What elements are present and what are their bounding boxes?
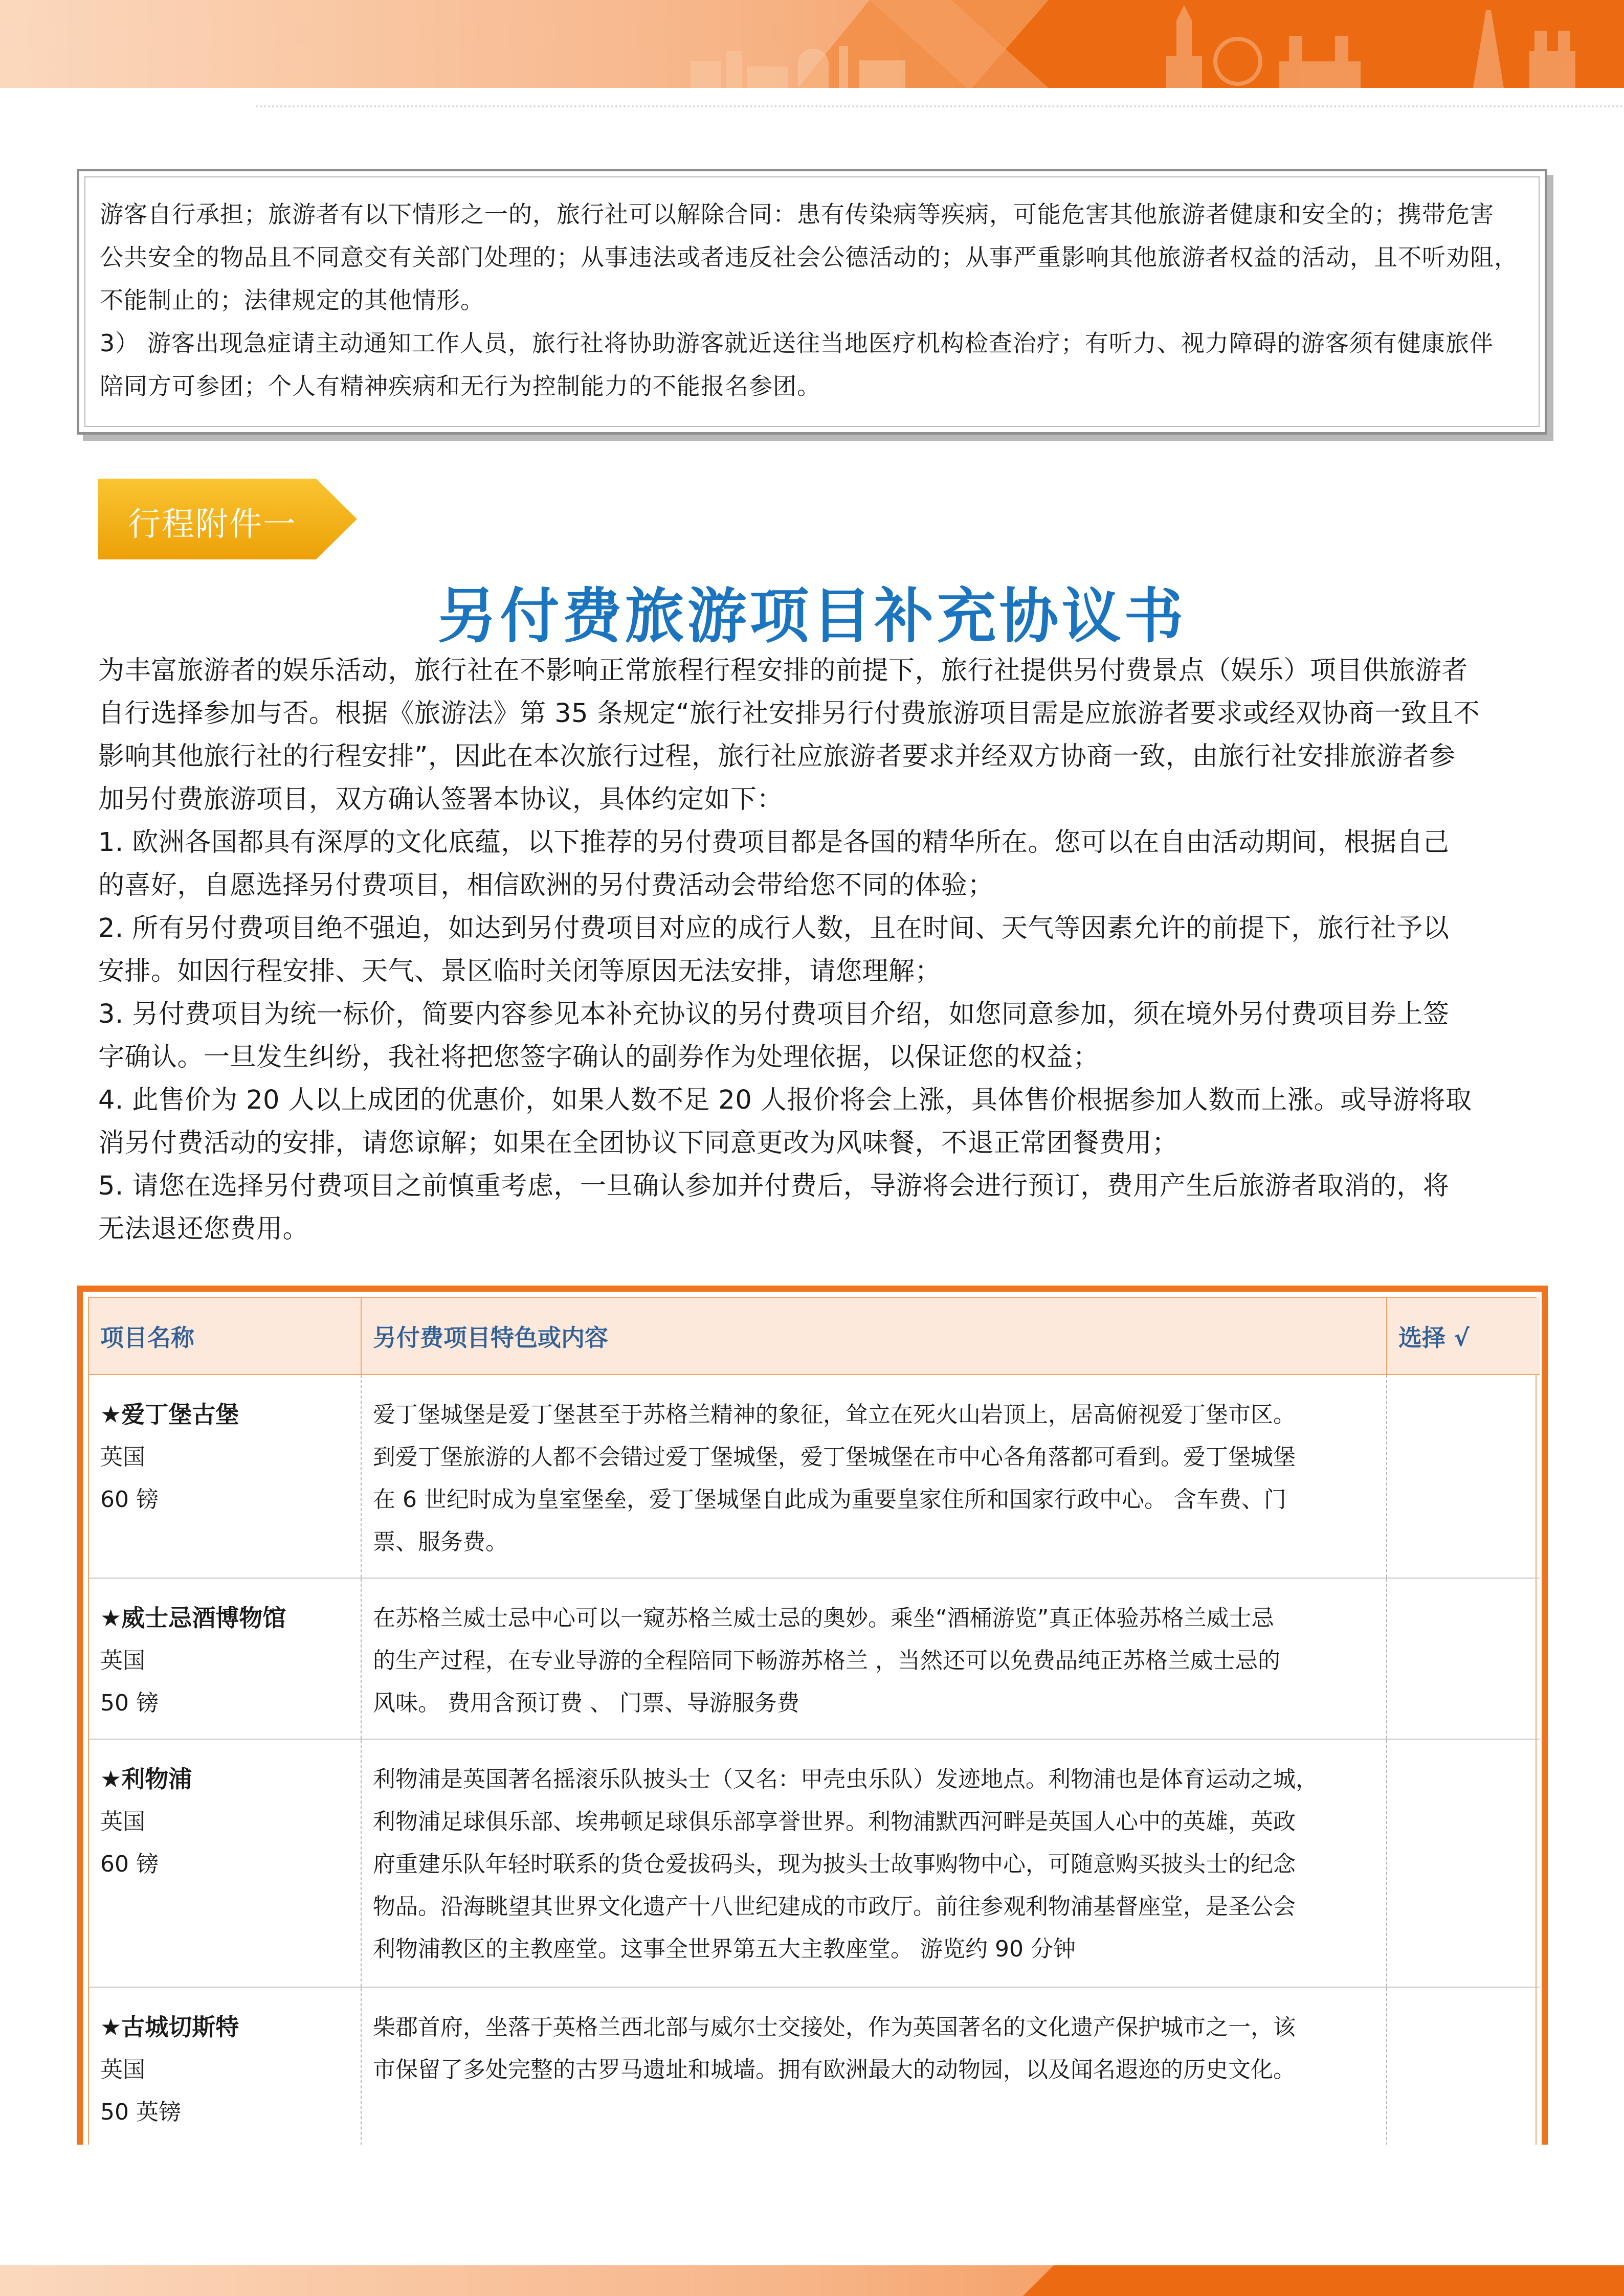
description-line: 的生产过程，在专业导游的全程陪同下畅游苏格兰 ，当然还可以免费品纯正苏格兰威士忌的 <box>373 1648 1280 1674</box>
table-header-row <box>89 1298 1540 1375</box>
item-name: ★利物浦 <box>100 1765 192 1793</box>
item-country: 英国 <box>100 2057 145 2083</box>
section-tag-label: 行程附件一 <box>128 506 297 544</box>
item-price: 60 镑 <box>100 1851 159 1877</box>
body-line: 安排。如因行程安排、天气、景区临时关闭等原因无法安排，请您理解； <box>98 956 942 986</box>
item-country: 英国 <box>100 1648 145 1674</box>
body-line: 字确认。一旦发生纠纷，我社将把您签字确认的副券作为处理依据，以保证您的权益； <box>98 1042 1100 1072</box>
body-line: 2. 所有另付费项目绝不强迫，如达到另付费项目对应的成行人数，且在时间、天气等因素允许的前提下，旅行社予以 <box>98 913 1450 943</box>
item-cell <box>89 1578 361 1739</box>
description-line: 利物浦足球俱乐部、埃弗顿足球俱乐部享誉世界。利物浦默西河畔是英国人心中的英雄，英政 <box>373 1809 1296 1835</box>
select-cell[interactable] <box>1387 1987 1540 2145</box>
body-line: 无法退还您费用。 <box>98 1214 309 1244</box>
item-price: 50 镑 <box>100 1690 159 1716</box>
body-line: 的喜好，自愿选择另付费项目，相信欧洲的另付费活动会带给您不同的体验； <box>98 870 994 901</box>
footer-banner-graphic <box>0 2265 1624 2296</box>
notice-box <box>77 169 1547 435</box>
notice-line: 公共安全的物品且不同意交有关部门处理的；从事违法或者违反社会公德活动的；从事严重影响其他旅游者权益的活动，且不听劝阻， <box>100 243 1518 271</box>
body-line: 影响其他旅行社的行程安排”，因此在本次旅行过程，旅行社应旅游者要求并经双方协商一致，由旅行社安排旅游者参 <box>98 741 1456 772</box>
body-line: 加另付费旅游项目，双方确认签署本协议，具体约定如下： <box>98 784 784 815</box>
header-description: 另付费项目特色或内容 <box>361 1298 1387 1375</box>
agreement-body <box>98 649 1530 1251</box>
description-line: 风味。 费用含预订费 、 门票、导游服务费 <box>373 1690 799 1716</box>
notice-line: 游客自行承担；旅游者有以下情形之一的，旅行社可以解除合同：患有传染病等疾病，可能危害其他旅游者健康和安全的；携带危害 <box>100 200 1494 228</box>
select-cell[interactable] <box>1387 1578 1540 1739</box>
optional-tours-table-frame <box>77 1286 1548 2145</box>
description-line: 府重建乐队年轻时联系的货仓爱拔码头，现为披头士故事购物中心，可随意购买披头士的纪念 <box>373 1851 1296 1877</box>
item-country: 英国 <box>100 1444 145 1470</box>
item-cell <box>89 1987 361 2145</box>
description-line: 在苏格兰威士忌中心可以一窥苏格兰威士忌的奥妙。乘坐“酒桶游览”真正体验苏格兰威士忌 <box>373 1605 1274 1631</box>
body-line: 消另付费活动的安排，请您谅解；如果在全团协议下同意更改为风味餐，不退正常团餐费用； <box>98 1128 1178 1158</box>
header-banner-graphic <box>0 0 1624 88</box>
item-description <box>361 1578 1387 1739</box>
item-price: 50 英镑 <box>100 2099 181 2125</box>
body-line: 3. 另付费项目为统一标价，简要内容参见本补充协议的另付费项目介绍，如您同意参加，须在境外另付费项目券上签 <box>98 999 1450 1029</box>
item-cell <box>89 1375 361 1578</box>
item-description <box>361 1375 1387 1578</box>
header-select: 选择 √ <box>1387 1298 1540 1375</box>
item-price: 60 镑 <box>100 1487 159 1513</box>
table-row <box>89 1375 1540 1578</box>
notice-line: 陪同方可参团；个人有精神疾病和无行为控制能力的不能报名参团。 <box>100 372 821 400</box>
body-line: 为丰富旅游者的娱乐活动，旅行社在不影响正常旅程行程安排的前提下，旅行社提供另付费景点（娱乐）项目供旅游者 <box>98 656 1469 686</box>
item-name: ★古城切斯特 <box>100 2013 239 2041</box>
header-banner <box>0 0 1624 88</box>
item-description <box>361 1987 1387 2145</box>
select-cell[interactable] <box>1387 1375 1540 1578</box>
optional-tours-table <box>89 1298 1540 2145</box>
document-title: 另付费旅游项目补充协议书 <box>437 582 1187 651</box>
item-description <box>361 1739 1387 1987</box>
notice-line: 不能制止的；法律规定的其他情形。 <box>100 286 484 314</box>
description-line: 爱丁堡城堡是爱丁堡甚至于苏格兰精神的象征，耸立在死火山岩顶上，居高俯视爱丁堡市区。 <box>373 1402 1296 1428</box>
item-name: ★爱丁堡古堡 <box>100 1401 239 1428</box>
body-line: 自行选择参加与否。根据《旅游法》第 35 条规定“旅行社安排另行付费旅游项目需是应旅游者要求或经双协商一致且不 <box>98 699 1480 729</box>
body-line: 1. 欧洲各国都具有深厚的文化底蕴，以下推荐的另付费项目都是各国的精华所在。您可以在自由活动期间，根据自己 <box>98 827 1450 858</box>
footer-banner <box>0 2265 1624 2296</box>
header-item-name: 项目名称 <box>89 1298 361 1375</box>
body-line: 5. 请您在选择另付费项目之前慎重考虑，一旦确认参加并付费后，导游将会进行预订，费用产生后旅游者取消的，将 <box>98 1171 1450 1201</box>
table-row <box>89 1987 1540 2145</box>
description-line: 在 6 世纪时成为皇室堡垒，爱丁堡城堡自此成为重要皇家住所和国家行政中心。 含车费、门 <box>373 1487 1286 1513</box>
description-line: 市保留了多处完整的古罗马遗址和城墙。拥有欧洲最大的动物园，以及闻名遐迩的历史文化。 <box>373 2057 1296 2083</box>
description-line: 利物浦是英国著名摇滚乐队披头士（又名：甲壳虫乐队）发迹地点。利物浦也是体育运动之城， <box>373 1766 1318 1792</box>
notice-line: 3） 游客出现急症请主动通知工作人员，旅行社将协助游客就近送往当地医疗机构检查治疗；有听力、视力障碍的游客须有健康旅伴 <box>100 329 1494 357</box>
description-line: 到爱丁堡旅游的人都不会错过爱丁堡城堡，爱丁堡城堡在市中心各角落都可看到。爱丁堡城堡 <box>373 1444 1296 1470</box>
body-line: 4. 此售价为 20 人以上成团的优惠价，如果人数不足 20 人报价将会上涨，具体售价根据参加人数而上涨。或导游将取 <box>98 1085 1472 1115</box>
table-row <box>89 1739 1540 1987</box>
description-line: 利物浦教区的主教座堂。这事全世界第五大主教座堂。 游览约 90 分钟 <box>373 1936 1076 1962</box>
description-line: 票、服务费。 <box>373 1529 508 1555</box>
section-tag <box>98 479 357 559</box>
description-line: 物品。沿海眺望其世界文化遗产十八世纪建成的市政厅。前往参观利物浦基督座堂，是圣公会 <box>373 1894 1296 1920</box>
description-line: 柴郡首府，坐落于英格兰西北部与威尔士交接处，作为英国著名的文化遗产保护城市之一，该 <box>373 2014 1296 2040</box>
header-dotted-rule <box>256 105 1624 107</box>
select-cell[interactable] <box>1387 1739 1540 1987</box>
item-cell <box>89 1739 361 1987</box>
item-name: ★威士忌酒博物馆 <box>100 1604 286 1632</box>
table-row <box>89 1578 1540 1739</box>
item-country: 英国 <box>100 1809 145 1835</box>
